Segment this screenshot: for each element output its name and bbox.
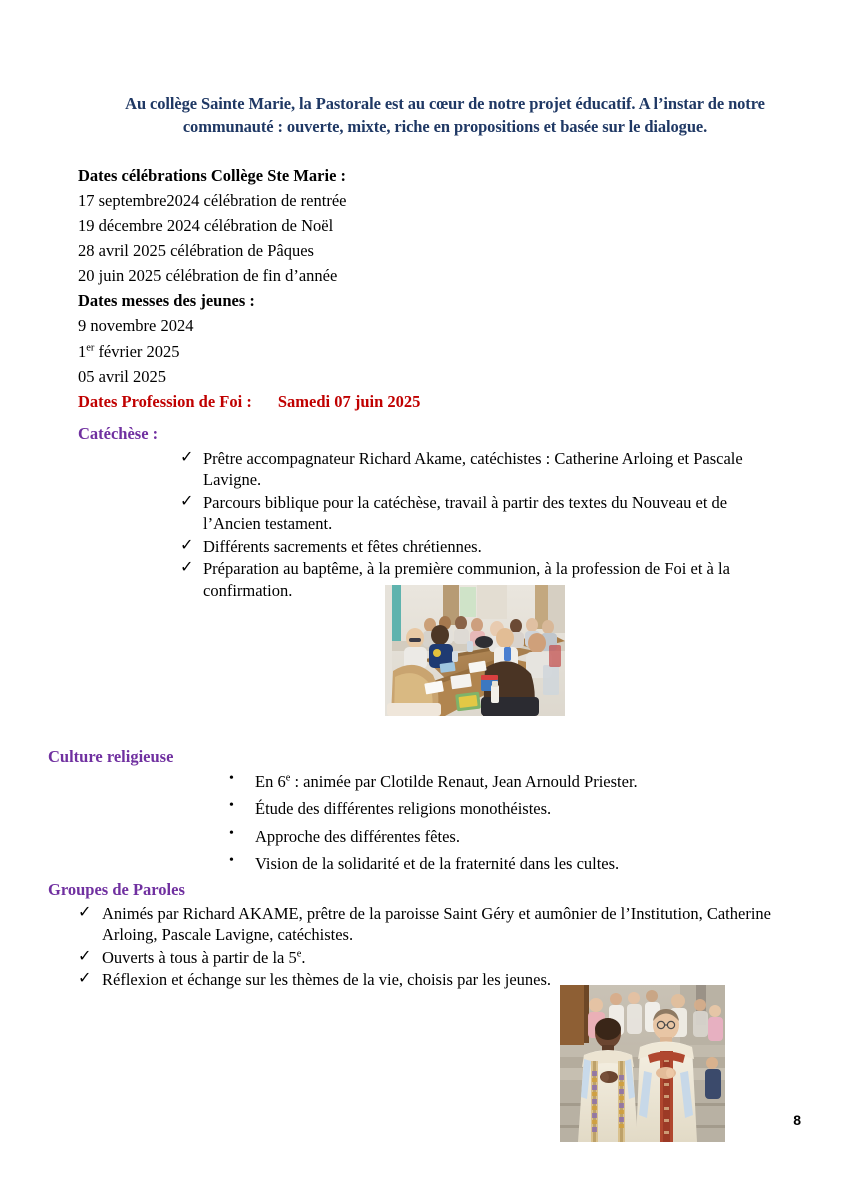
list-item xyxy=(229,826,749,847)
culture-religieuse-list xyxy=(229,771,749,881)
round-bullet-icon: • xyxy=(229,771,234,786)
messe-date-prefix: 9 novembre 2024 xyxy=(78,316,194,336)
catechese-photo-artwork xyxy=(385,585,565,716)
list-item xyxy=(229,853,749,874)
list-item xyxy=(180,448,780,491)
messes-heading: Dates messes des jeunes : xyxy=(78,291,255,311)
check-mark-icon: ✓ xyxy=(180,492,194,510)
celebration-date: 20 juin 2025 célébration de fin d’année xyxy=(78,266,338,286)
list-item-prefix: En 6 xyxy=(255,772,286,791)
check-mark-icon: ✓ xyxy=(78,947,92,965)
list-item-label xyxy=(102,903,808,946)
celebration-date: 28 avril 2025 célébration de Pâques xyxy=(78,241,314,261)
messe-date-prefix: 1 xyxy=(78,341,87,361)
check-mark-icon: ✓ xyxy=(180,536,194,554)
list-item-suffix: . xyxy=(301,947,306,967)
list-item-sup: e xyxy=(296,948,302,960)
list-item xyxy=(229,771,749,792)
list-item xyxy=(229,798,749,819)
check-mark-icon: ✓ xyxy=(180,559,194,577)
celebrations-heading: Dates célébrations Collège Ste Marie : xyxy=(78,166,347,185)
list-item-label: Préparation au baptême, à la première communion, à la profession de Foi et à la confirmation. xyxy=(203,559,730,600)
round-bullet-icon: • xyxy=(229,798,234,814)
list-item-label: Parcours biblique pour la catéchèse, travail à partir des textes du Nouveau et de l’Ancien testament. xyxy=(203,492,728,534)
celebration-date: 19 décembre 2024 célébration de Noël xyxy=(78,216,334,236)
list-item xyxy=(78,947,808,968)
pretres-photo-artwork xyxy=(560,985,725,1142)
round-bullet-icon: • xyxy=(229,853,234,869)
list-item xyxy=(180,492,780,535)
messe-date-prefix: 05 avril 2025 xyxy=(78,366,166,386)
list-item xyxy=(180,536,780,557)
dates-block xyxy=(78,163,578,414)
catechese-classroom-photo xyxy=(385,585,565,716)
check-mark-icon: ✓ xyxy=(78,970,92,988)
catechese-heading: Catéchèse : xyxy=(78,424,159,443)
list-item-label: Prêtre accompagnateur Richard Akame, catéchistes : Catherine Arloing et Pascale Lavigne. xyxy=(203,449,743,490)
list-item-prefix: Animés par Richard AKAME, prêtre de la paroisse Saint Géry et aumônier de l’Institution, Catherine Arloing, Pascale Lavigne, catéchistes. xyxy=(102,904,771,945)
intro-paragraph: Au collège Sainte Marie, la Pastorale est au cœur de notre projet éducatif. A l’instar de notre communauté : ouverte, mixte, riche en propositions et basée sur le dialogue. xyxy=(125,94,765,137)
list-item-prefix: Approche des différentes fêtes. xyxy=(255,826,460,846)
messe-date xyxy=(78,339,578,364)
profession-de-foi-value: Samedi 07 juin 2025 xyxy=(277,391,421,411)
page-number: 8 xyxy=(793,1112,801,1128)
list-item xyxy=(78,903,808,946)
catechese-list xyxy=(180,448,780,602)
pretres-photo xyxy=(560,985,725,1142)
celebration-date: 17 septembre2024 célébration de rentrée xyxy=(78,191,347,211)
list-item-label xyxy=(255,798,749,819)
list-item-label xyxy=(102,947,808,968)
list-item-label xyxy=(255,771,749,792)
list-item-prefix: Étude des différentes religions monothéistes. xyxy=(255,799,552,819)
profession-de-foi-line xyxy=(78,389,578,414)
list-item-prefix: Réflexion et échange sur les thèmes de la vie, choisis par les jeunes. xyxy=(102,970,552,990)
messe-date xyxy=(78,313,578,338)
check-mark-icon: ✓ xyxy=(180,449,194,466)
groupes-de-paroles-heading: Groupes de Paroles xyxy=(48,880,185,899)
list-item-prefix: Ouverts à tous à partir de la 5 xyxy=(102,947,297,967)
messe-date xyxy=(78,364,578,389)
messe-date-suffix: février 2025 xyxy=(94,341,180,361)
groupes-de-paroles-list xyxy=(78,903,808,992)
list-item-label: Différents sacrements et fêtes chrétiennes. xyxy=(203,536,482,556)
profession-de-foi-label: Dates Profession de Foi : xyxy=(78,391,252,411)
list-item-prefix: Vision de la solidarité et de la fraternité dans les cultes. xyxy=(255,854,620,874)
list-item-sup: e xyxy=(285,772,291,784)
list-item-label xyxy=(255,826,749,847)
check-mark-icon: ✓ xyxy=(78,904,92,921)
list-item-label xyxy=(255,853,749,874)
messe-date-sup: er xyxy=(86,342,95,354)
round-bullet-icon: • xyxy=(229,825,234,841)
culture-religieuse-heading: Culture religieuse xyxy=(48,747,174,766)
list-item-suffix: : animée par Clotilde Renaut, Jean Arnould Priester. xyxy=(290,772,638,791)
